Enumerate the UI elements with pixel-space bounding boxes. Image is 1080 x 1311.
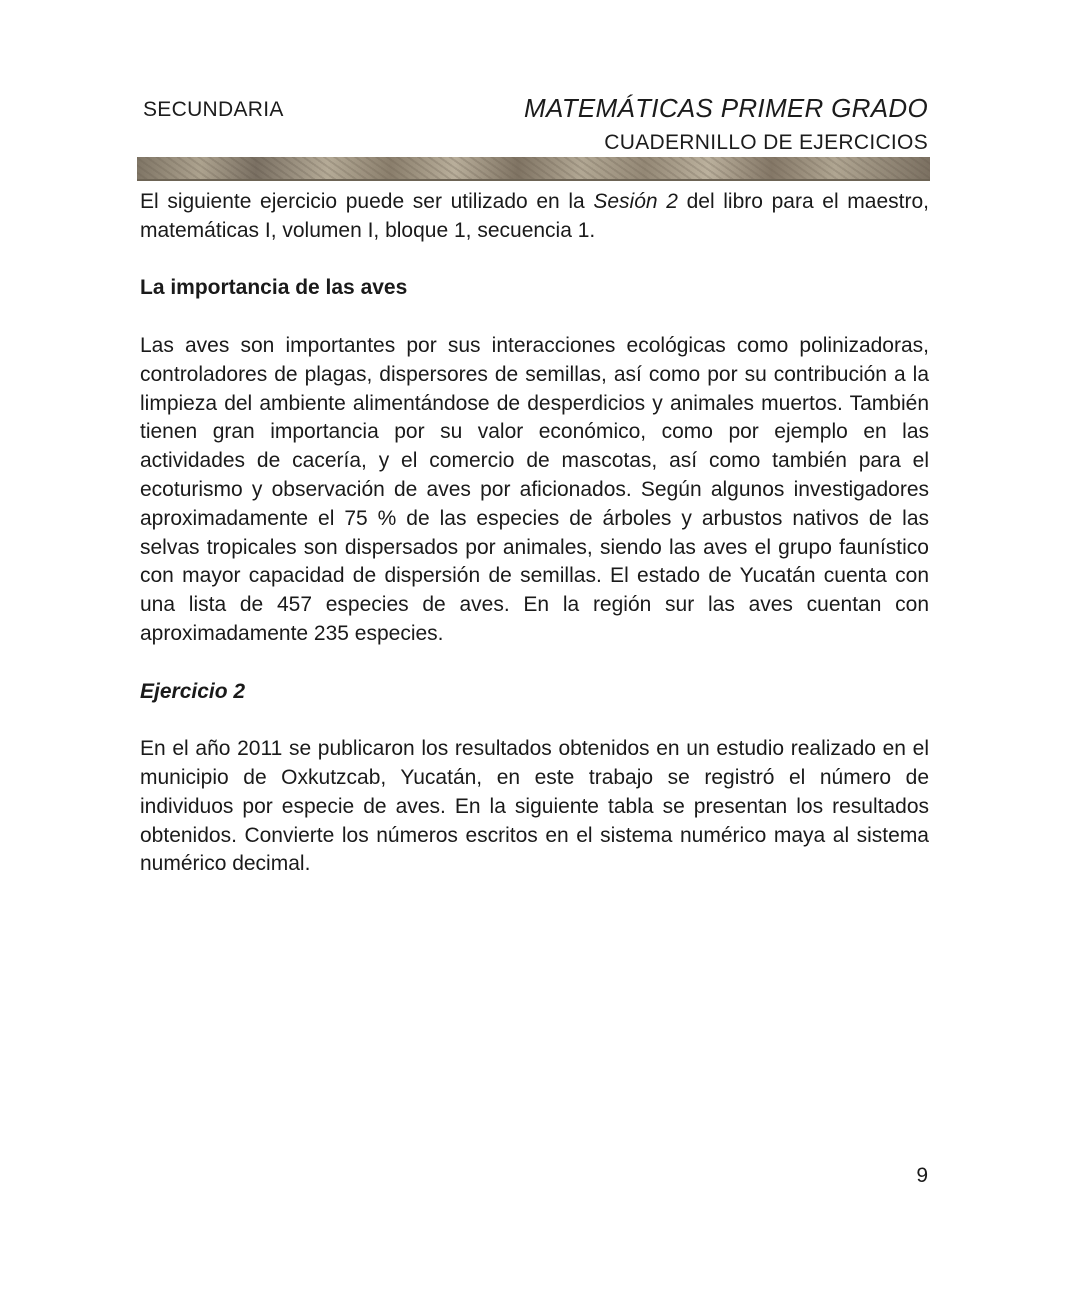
section-paragraph: Las aves son importantes por sus interacciones ecológicas como polinizadoras, controladores de plagas, dispersores de semillas, así como por su contribución a la limpieza del ambiente alimentándose de desperdicios y animales muertos. También tienen gran importancia por su valor económico, como por ejemplo en las actividades de cacería, y el comercio de mascotas, así como también para el ecoturismo y observación de aves por aficionados. Según algunos investigadores aproximadamente el 75 % de las especies de árboles y arbustos nativos de las selvas tropicales son dispersados por animales, siendo las aves el grupo faunístico con mayor capacidad de dispersión de semillas. El estado de Yucatán cuenta con una lista de 457 especies de aves. En la región sur las aves cuentan con aproximadamente 235 especies. — [140, 333, 929, 645]
intro-session-reference: Sesión 2 — [593, 190, 678, 213]
header-decorative-banner — [137, 157, 930, 181]
page-content — [140, 188, 929, 879]
exercise-heading: Ejercicio 2 — [140, 679, 246, 703]
header-section-label: SECUNDARIA — [143, 98, 284, 121]
intro-paragraph — [140, 188, 929, 246]
page-number: 9 — [916, 1164, 928, 1187]
header-book-subtitle: CUADERNILLO DE EJERCICIOS — [604, 131, 928, 154]
intro-text-end: del libro para el maestro, matemáticas I, volumen I, bloque 1, secuencia 1. — [140, 190, 929, 242]
header-book-title: MATEMÁTICAS PRIMER GRADO — [524, 93, 928, 123]
header-divider — [137, 179, 930, 181]
exercise-paragraph: En el año 2011 se publicaron los resultados obtenidos en un estudio realizado en el municipio de Oxkutzcab, Yucatán, en este trabajo se registró el número de individuos por especie de aves. En la siguiente tabla se presentan los resultados obtenidos. Convierte los números escritos en el sistema numérico maya al sistema numérico decimal. — [140, 737, 929, 876]
intro-text-start: El siguiente ejercicio puede ser utilizado en la — [140, 190, 594, 213]
section-heading: La importancia de las aves — [140, 276, 408, 300]
